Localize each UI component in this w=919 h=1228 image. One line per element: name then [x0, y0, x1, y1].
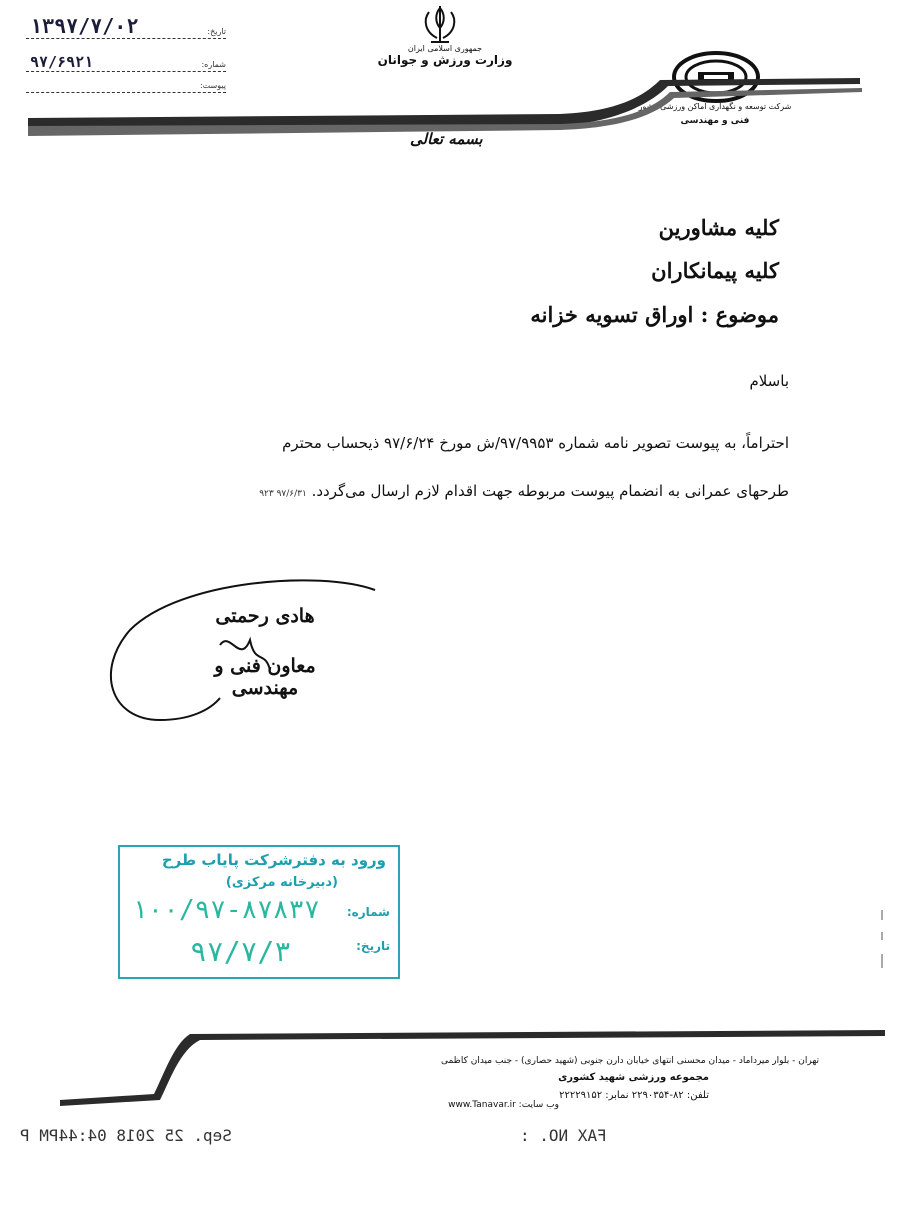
footer-website-label: وب سایت:	[518, 1100, 559, 1110]
signer-name: هادی رحمتی	[215, 605, 315, 627]
stamp-number-label: شماره:	[346, 905, 390, 919]
footer-website-url[interactable]: www.Tanavar.ir	[448, 1100, 516, 1110]
margin-note: ۹۷/۶/۳۱ ۹۲۳	[259, 489, 307, 499]
footer-address: تهران - بلوار میرداماد - میدان محسنی انتهای خیابان دارن جنوبی (شهید حصاری) - جنب میدان کاظمی	[440, 1056, 819, 1066]
stamp-date-value: ۹۷/۷/۳	[190, 935, 292, 968]
body-paragraph-2	[129, 480, 789, 505]
company-department: فنی و مهندسی	[680, 116, 750, 126]
received-stamp	[118, 845, 400, 979]
fax-timestamp: Sep. 25 2018 04:44PM P	[20, 1126, 232, 1145]
footer-complex: مجموعه ورزشی شهید کشوری	[558, 1072, 709, 1083]
date-label: تاریخ:	[207, 27, 226, 36]
signature-scribble	[100, 570, 400, 730]
ministry-country: جمهوری اسلامی ایران	[407, 44, 483, 53]
fax-header-strip	[0, 1122, 919, 1152]
recipient-contractors: کلیه پیمانکاران	[651, 258, 779, 283]
fax-number: FAX NO. :	[520, 1126, 607, 1145]
scan-specks	[870, 910, 890, 970]
stamp-number-value: ۱۰۰/۹۷-۸۷۸۳۷	[132, 895, 320, 925]
number-row	[26, 45, 226, 72]
signer-title: معاون فنی و مهندسی	[214, 655, 316, 699]
stamp-title: ورود به دفترشرکت پایاب طرح	[161, 851, 386, 869]
stamp-date-label: تاریخ:	[356, 939, 390, 953]
subject-line: موضوع : اوراق تسویه خزانه	[530, 302, 779, 327]
number-label: شماره:	[201, 60, 226, 69]
date-row	[26, 12, 226, 39]
bismillah: بسمه تعالی	[410, 130, 483, 148]
ministry-name: وزارت ورزش و جوانان	[377, 53, 513, 67]
attachment-label: پیوست:	[199, 81, 226, 90]
body-paragraph-1: احتراماً، به پیوست تصویر نامه شماره ۹۷/۹۹۵۳/ش مورخ ۹۷/۶/۲۴ ذیحساب محترم	[282, 434, 789, 452]
footer-phone: تلفن: ۸۲-۲۲۹۰۳۵۴ نمابر: ۲۲۲۲۹۱۵۲	[559, 1090, 709, 1101]
ministry-heading	[370, 44, 520, 67]
stamp-subtitle: (دبیرخانه مرکزی)	[225, 875, 338, 890]
iran-emblem-icon	[415, 4, 465, 46]
greeting: باسلام	[749, 372, 789, 390]
body-paragraph-2-text: طرحهای عمرانی به انضمام پیوست مربوطه جهت اقدام لازم ارسال می‌گردد.	[311, 482, 789, 500]
date-value: ۱۳۹۷/۷/۰۲	[30, 14, 139, 38]
number-value: ۹۷/۶۹۲۱	[30, 53, 94, 71]
footer-website	[448, 1100, 559, 1110]
recipient-consultants: کلیه مشاورین	[658, 215, 779, 240]
company-name-line1: شرکت توسعه و نگهداری اماکن ورزشی کشور	[638, 102, 792, 111]
